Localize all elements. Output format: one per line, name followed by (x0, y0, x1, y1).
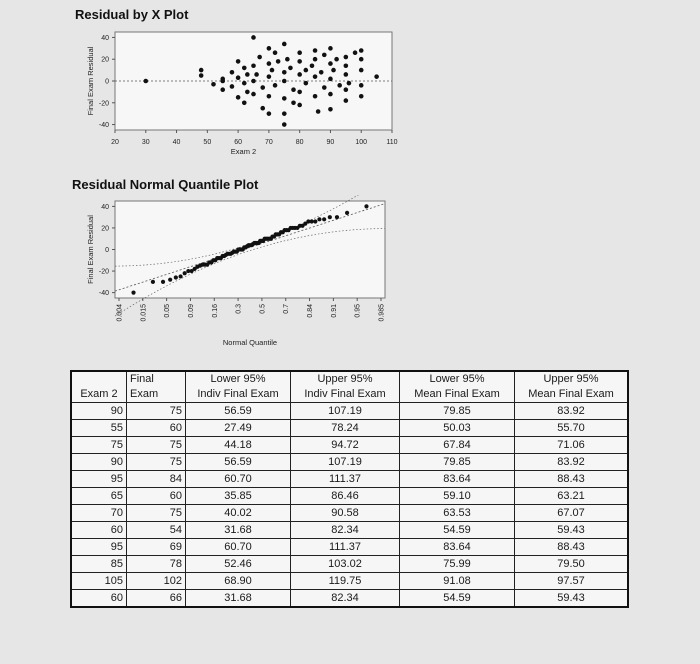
table-cell: 107.19 (291, 454, 400, 471)
table-cell: 75 (127, 403, 186, 420)
table-cell: 75 (127, 437, 186, 454)
residual-by-x-title: Residual by X Plot (75, 7, 189, 22)
data-point (359, 48, 364, 53)
table-cell: 111.37 (291, 471, 400, 488)
data-point (322, 85, 327, 90)
data-point (211, 82, 216, 87)
normal-quantile-title: Residual Normal Quantile Plot (72, 177, 259, 192)
data-point (273, 50, 278, 55)
data-point (353, 50, 358, 55)
data-point (251, 92, 256, 97)
table-cell: 83.64 (400, 471, 515, 488)
table-cell: 79.50 (515, 556, 629, 573)
table-row (71, 420, 628, 437)
table-cell: 75.99 (400, 556, 515, 573)
data-point (260, 106, 265, 111)
table-cell: 67.07 (515, 505, 629, 522)
table-cell: 84 (127, 471, 186, 488)
x-tick-label: 40 (172, 139, 181, 146)
data-point (344, 63, 349, 68)
data-point (254, 72, 259, 77)
table-cell: 79.85 (400, 403, 515, 420)
data-point (319, 70, 324, 75)
table-cell: 83.92 (515, 403, 629, 420)
column-header-line: Exam 2 (80, 388, 118, 400)
table-row (71, 437, 628, 454)
table-cell: 60 (127, 420, 186, 437)
column-header (515, 371, 629, 403)
prediction-table (70, 370, 629, 608)
data-point (328, 92, 333, 97)
column-header (127, 371, 186, 403)
column-header-line: Upper 95% (543, 373, 599, 385)
data-point (297, 50, 302, 55)
table-cell: 82.34 (291, 590, 400, 608)
table-cell: 35.85 (186, 488, 291, 505)
table-row (71, 403, 628, 420)
data-point (328, 46, 333, 51)
x-tick-label: 0.015 (140, 304, 148, 322)
column-header-line: Mean Final Exam (414, 388, 500, 400)
data-point (322, 53, 327, 58)
table-cell: 54 (127, 522, 186, 539)
data-point (282, 70, 287, 75)
table-row (71, 573, 628, 590)
data-point (230, 70, 235, 75)
data-point (267, 46, 272, 51)
x-tick-label: 0.95 (354, 304, 362, 318)
table-cell: 95 (71, 539, 127, 556)
x-axis-label: Exam 2 (230, 147, 257, 156)
data-point (282, 79, 287, 84)
data-point (328, 77, 333, 82)
column-header-line: Lower 95% (429, 373, 485, 385)
data-point (297, 72, 302, 77)
data-point (313, 74, 318, 79)
table-cell: 63.21 (515, 488, 629, 505)
data-point (304, 81, 309, 86)
data-point (317, 217, 321, 221)
data-point (143, 79, 148, 84)
data-point (251, 63, 256, 68)
table-cell: 52.46 (186, 556, 291, 573)
y-axis-label: Final Exam Residual (86, 46, 95, 116)
data-point (291, 87, 296, 92)
data-point (236, 59, 241, 64)
data-point (359, 83, 364, 88)
table-row (71, 488, 628, 505)
data-point (364, 204, 368, 208)
table-cell: 119.75 (291, 573, 400, 590)
table-cell: 79.85 (400, 454, 515, 471)
table-cell: 102 (127, 573, 186, 590)
data-point (316, 109, 321, 114)
table-cell: 60.70 (186, 471, 291, 488)
table-row (71, 556, 628, 573)
table-cell: 90 (71, 403, 127, 420)
data-point (322, 217, 326, 221)
x-tick-label: 0.16 (211, 304, 219, 318)
data-point (291, 100, 296, 105)
table-cell: 83.64 (400, 539, 515, 556)
x-tick-label: 80 (295, 139, 304, 146)
data-point (359, 68, 364, 73)
table-cell: 97.57 (515, 573, 629, 590)
y-tick-label: 40 (101, 203, 109, 211)
y-tick-label: -40 (98, 122, 109, 130)
table-row (71, 522, 628, 539)
data-point (337, 83, 342, 88)
y-tick-label: 0 (105, 78, 109, 86)
data-point (178, 274, 182, 278)
table-cell: 82.34 (291, 522, 400, 539)
table-cell: 90 (71, 454, 127, 471)
data-point (199, 73, 204, 78)
column-header-line: Indiv Final Exam (197, 388, 279, 400)
data-point (347, 81, 352, 86)
data-point (267, 94, 272, 99)
table-row (71, 454, 628, 471)
column-header-line: Upper 95% (317, 373, 373, 385)
x-tick-label: 70 (264, 139, 273, 146)
table-cell: 60 (71, 590, 127, 608)
x-axis-label: Normal Quantile (222, 338, 278, 347)
x-tick-label: 0.09 (187, 304, 195, 318)
data-point (310, 219, 314, 223)
table-cell: 50.03 (400, 420, 515, 437)
data-point (282, 111, 287, 116)
table-cell: 71.06 (515, 437, 629, 454)
data-point (251, 35, 256, 40)
table-row (71, 590, 628, 608)
table-cell: 88.43 (515, 471, 629, 488)
table-cell: 31.68 (186, 522, 291, 539)
data-point (199, 68, 204, 73)
data-point (328, 107, 333, 112)
data-point (230, 84, 235, 89)
data-point (174, 275, 178, 279)
x-tick-label: 0.3 (235, 304, 243, 314)
data-point (251, 79, 256, 84)
x-tick-label: 0.985 (378, 304, 386, 322)
y-tick-label: 40 (101, 34, 109, 42)
y-tick-label: 0 (105, 247, 109, 254)
y-tick-label: 20 (101, 56, 109, 64)
table-cell: 70 (71, 505, 127, 522)
table-cell: 31.68 (186, 590, 291, 608)
data-point (276, 59, 281, 64)
x-tick-label: 110 (386, 139, 398, 146)
data-point (282, 42, 287, 47)
x-tick-label: 0.84 (307, 304, 315, 318)
x-tick-label: 50 (203, 139, 212, 146)
data-point (344, 87, 349, 92)
data-point (151, 280, 155, 284)
table-cell: 55 (71, 420, 127, 437)
table-row (71, 505, 628, 522)
table-row (71, 471, 628, 488)
data-point (310, 63, 315, 68)
data-point (220, 87, 225, 92)
column-header-line: Exam (130, 388, 159, 400)
table-cell: 91.08 (400, 573, 515, 590)
table-cell: 60 (71, 522, 127, 539)
column-header (186, 371, 291, 403)
table-cell: 75 (71, 437, 127, 454)
x-tick-label: 20 (111, 139, 119, 146)
data-point (297, 59, 302, 64)
table-cell: 107.19 (291, 403, 400, 420)
data-point (257, 55, 262, 60)
y-tick-label: 20 (101, 225, 109, 233)
data-point (282, 96, 287, 101)
data-point (260, 85, 265, 90)
table-cell: 44.18 (186, 437, 291, 454)
table-cell: 78.24 (291, 420, 400, 437)
column-header (400, 371, 515, 403)
data-point (288, 66, 293, 71)
y-tick-label: -40 (98, 290, 109, 298)
table-cell: 83.92 (515, 454, 629, 471)
data-point (328, 215, 332, 219)
table-cell: 54.59 (400, 522, 515, 539)
table-cell: 88.43 (515, 539, 629, 556)
x-tick-label: 0.91 (330, 304, 338, 318)
data-point (267, 111, 272, 116)
data-point (282, 122, 287, 127)
table-cell: 54.59 (400, 590, 515, 608)
table-cell: 65 (71, 488, 127, 505)
x-tick-label: 90 (326, 139, 335, 146)
data-point (161, 280, 165, 284)
data-point (131, 291, 135, 295)
table-cell: 86.46 (291, 488, 400, 505)
x-tick-label: 30 (141, 139, 150, 146)
data-point (334, 57, 339, 62)
data-point (267, 61, 272, 66)
table-cell: 103.02 (291, 556, 400, 573)
column-header-line: Lower 95% (210, 373, 266, 385)
table-cell: 56.59 (186, 403, 291, 420)
table-cell: 56.59 (186, 454, 291, 471)
data-point (236, 75, 241, 80)
column-header-line (75, 373, 123, 387)
x-tick-label: 60 (234, 139, 243, 146)
column-header-line: Indiv Final Exam (304, 388, 386, 400)
table-cell: 85 (71, 556, 127, 573)
data-point (335, 215, 339, 219)
data-point (359, 57, 364, 62)
table-cell: 95 (71, 471, 127, 488)
data-point (328, 61, 333, 66)
data-point (242, 81, 247, 86)
data-point (344, 55, 349, 60)
table-cell: 40.02 (186, 505, 291, 522)
table-cell: 59.43 (515, 522, 629, 539)
x-tick-label: 0.004 (116, 304, 124, 322)
x-tick-label: 0.5 (259, 304, 267, 314)
data-point (242, 100, 247, 105)
table-cell: 66 (127, 590, 186, 608)
data-point (344, 72, 349, 77)
data-point (359, 94, 364, 99)
data-point (313, 57, 318, 62)
column-header (291, 371, 400, 403)
data-point (304, 68, 309, 73)
column-header (71, 371, 127, 403)
table-cell: 67.84 (400, 437, 515, 454)
table-cell: 75 (127, 454, 186, 471)
table-cell: 59.43 (515, 590, 629, 608)
data-point (313, 48, 318, 53)
table-cell: 111.37 (291, 539, 400, 556)
data-point (242, 66, 247, 71)
column-header-line: Mean Final Exam (528, 388, 614, 400)
x-tick-label: 100 (355, 139, 368, 146)
data-point (168, 278, 172, 282)
column-header-line: Final (130, 373, 154, 385)
data-point (236, 95, 241, 100)
data-point (313, 219, 317, 223)
table-cell: 63.53 (400, 505, 515, 522)
data-point (374, 74, 379, 79)
y-tick-label: -20 (98, 100, 109, 108)
data-point (345, 211, 349, 215)
table-cell: 69 (127, 539, 186, 556)
data-point (267, 74, 272, 79)
data-point (270, 68, 275, 73)
x-tick-label: 0.7 (283, 304, 291, 314)
data-point (220, 79, 225, 84)
table-cell: 78 (127, 556, 186, 573)
table-cell: 68.90 (186, 573, 291, 590)
data-point (313, 94, 318, 99)
table-cell: 94.72 (291, 437, 400, 454)
table-cell: 27.49 (186, 420, 291, 437)
table-header-row (71, 371, 628, 403)
y-axis-label: Final Exam Residual (86, 215, 95, 284)
data-point (183, 271, 187, 275)
x-tick-label: 0.05 (164, 304, 172, 318)
data-point (273, 83, 278, 88)
table-cell: 90.58 (291, 505, 400, 522)
residual-by-x-plot (60, 26, 400, 176)
data-point (331, 68, 336, 73)
plot-frame (115, 201, 385, 298)
data-point (297, 90, 302, 95)
data-point (285, 57, 290, 62)
table-cell: 55.70 (515, 420, 629, 437)
table-cell: 60 (127, 488, 186, 505)
table-cell: 75 (127, 505, 186, 522)
data-point (297, 103, 302, 108)
normal-quantile-plot (60, 195, 400, 355)
data-point (245, 72, 250, 77)
y-tick-label: -20 (98, 268, 109, 276)
table-cell: 59.10 (400, 488, 515, 505)
data-point (245, 90, 250, 95)
table-row (71, 539, 628, 556)
table-cell: 60.70 (186, 539, 291, 556)
data-point (344, 98, 349, 103)
table-cell: 105 (71, 573, 127, 590)
